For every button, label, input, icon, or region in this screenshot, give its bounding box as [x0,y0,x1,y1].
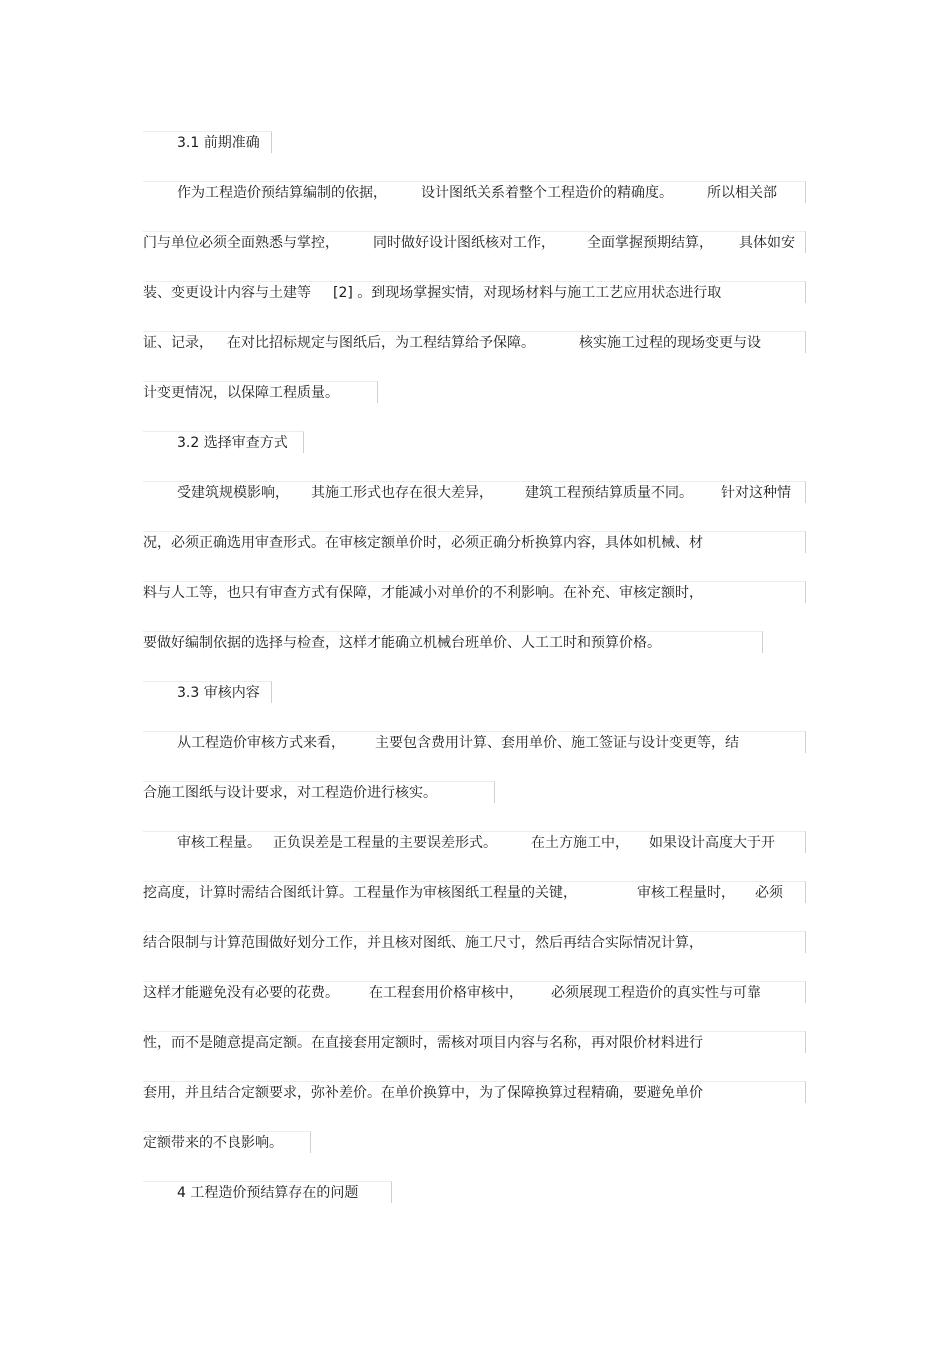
paragraph-line: 要做好编制依据的选择与检查，这样才能确立机械台班单价、人工工时和预算价格。 [143,631,763,653]
paragraph-line: 挖高度，计算时需结合图纸计算。工程量作为审核图纸工程量的关键， 审核工程量时， 必须 [143,881,806,903]
paragraph-line: 这样才能避免没有必要的花费。 在工程套用价格审核中， 必须展现工程造价的真实性与可靠 [143,981,806,1003]
paragraph-line: 性，而不是随意提高定额。在直接套用定额时，需核对项目内容与名称，再对限价材料进行 [143,1031,806,1053]
section-heading-4: 4 工程造价预结算存在的问题 [143,1181,392,1203]
paragraph-line: 合施工图纸与设计要求，对工程造价进行核实。 [143,781,495,803]
section-heading-3-2: 3.2 选择审查方式 [143,431,304,453]
paragraph-line: 况，必须正确选用审查形式。在审核定额单价时，必须正确分析换算内容，具体如机械、材 [143,531,806,553]
paragraph-line: 料与人工等，也只有审查方式有保障，才能减小对单价的不利影响。在补充、审核定额时， [143,581,806,603]
paragraph-line: 计变更情况，以保障工程质量。 [143,381,378,403]
paragraph-line: 定额带来的不良影响。 [143,1131,311,1153]
paragraph-line: 证、记录， 在对比招标规定与图纸后，为工程结算给予保障。 核实施工过程的现场变更与设 [143,331,806,353]
paragraph-line: 从工程造价审核方式来看， 主要包含费用计算、套用单价、施工签证与设计变更等，结 [143,731,806,753]
paragraph-line: 受建筑规模影响， 其施工形式也存在很大差异， 建筑工程预结算质量不同。 针对这种情 [143,481,806,503]
section-heading-3-3: 3.3 审核内容 [143,681,272,703]
paragraph-line: 套用，并且结合定额要求，弥补差价。在单价换算中，为了保障换算过程精确，要避免单价 [143,1081,806,1103]
paragraph-line: 门与单位必须全面熟悉与掌控， 同时做好设计图纸核对工作， 全面掌握预期结算， 具体如安 [143,231,806,253]
paragraph-line: 装、变更设计内容与土建等 [2] 。到现场掌握实情，对现场材料与施工工艺应用状态进行取 [143,281,806,303]
section-heading-3-1: 3.1 前期准确 [143,131,272,153]
paragraph-line: 作为工程造价预结算编制的依据， 设计图纸关系着整个工程造价的精确度。 所以相关部 [143,181,806,203]
paragraph-line: 审核工程量。 正负误差是工程量的主要误差形式。 在土方施工中， 如果设计高度大于开 [143,831,806,853]
paragraph-line: 结合限制与计算范围做好划分工作，并且核对图纸、施工尺寸，然后再结合实际情况计算， [143,931,806,953]
